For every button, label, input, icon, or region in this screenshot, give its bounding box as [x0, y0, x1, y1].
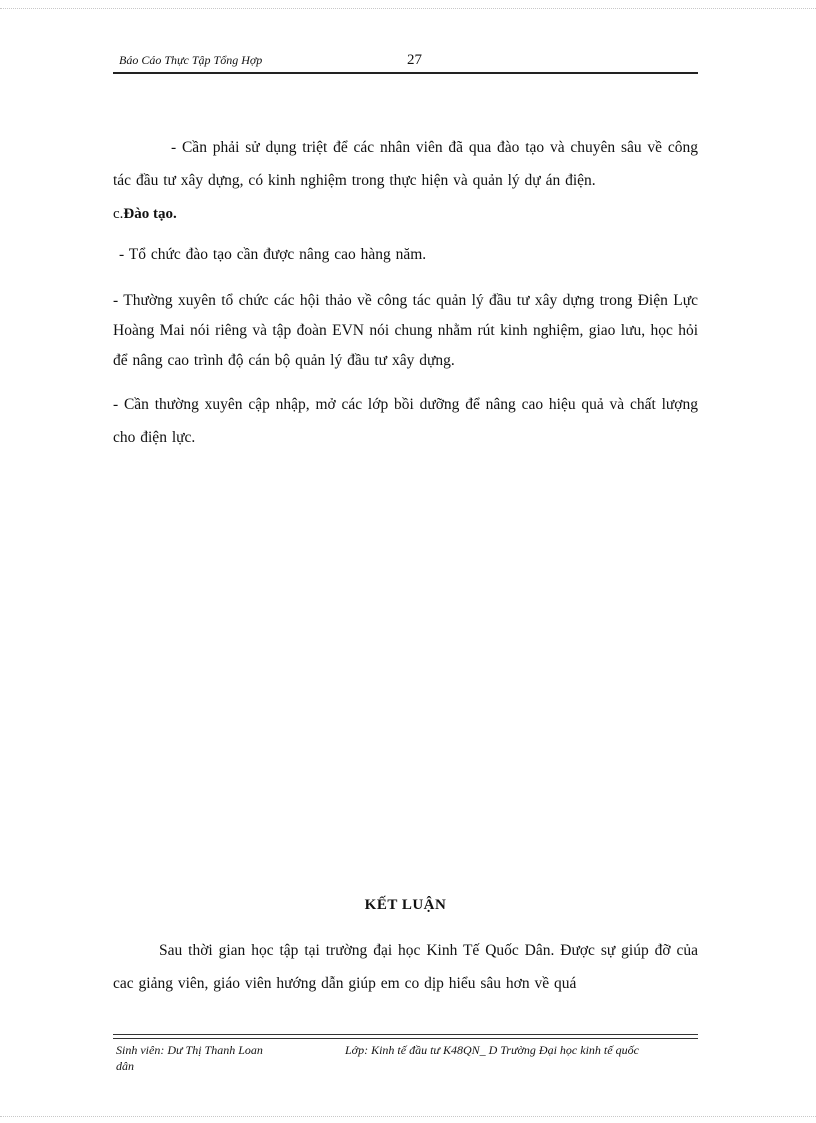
footer-rule — [113, 1034, 698, 1039]
conclusion-paragraph: Sau thời gian học tập tại trường đại học Kinh Tế Quốc Dân. Được sự giúp đỡ của cac giảng viên, giáo viên hướng dẫn giúp em co dịp hiểu sâu hơn về quá — [113, 942, 698, 992]
footer-student-name: Sinh viên: Dư Thị Thanh Loan — [116, 1043, 263, 1057]
section-heading — [113, 206, 698, 223]
section-heading-prefix: c. — [113, 206, 124, 222]
bullet-workshops: - Thường xuyên tổ chức các hội thảo về công tác quản lý đầu tư xây dựng trong Điện Lực Hoàng Mai nói riêng và tập đoàn EVN nói chung nhằm rút kinh nghiệm, giao lưu, học hỏi để nâng cao trình độ cán bộ quản lý đầu tư xây dựng. — [113, 292, 698, 369]
bullet-refresher-courses: - Cần thường xuyên cập nhập, mở các lớp bồi dưỡng để nâng cao hiệu quả và chất lượng cho điện lực. — [113, 396, 698, 446]
conclusion-title: KẾT LUẬN — [364, 897, 447, 913]
footer-class-info: Lớp: Kinh tế đầu tư K48QN_ D Trường Đại học kinh tế quốc — [345, 1043, 639, 1057]
footer-student — [116, 1042, 316, 1074]
page-top-border — [0, 8, 816, 9]
header-title: Báo Cáo Thực Tập Tổng Hợp — [119, 53, 263, 67]
paragraph-staff: - Cần phải sử dụng triệt để các nhân viên đã qua đào tạo và chuyên sâu về công tác đầu tư xây dựng, có kinh nghiệm trong thực hiện và quản lý dự án điện. — [113, 139, 698, 189]
page-bottom-border — [0, 1116, 816, 1117]
footer-student-continuation: dân — [116, 1059, 134, 1073]
section-heading-text: Đào tạo. — [123, 206, 177, 222]
page-header — [113, 50, 698, 74]
bullet-training-annual: - Tổ chức đào tạo cần được nâng cao hàng năm. — [119, 246, 427, 263]
page-number: 27 — [407, 52, 422, 68]
